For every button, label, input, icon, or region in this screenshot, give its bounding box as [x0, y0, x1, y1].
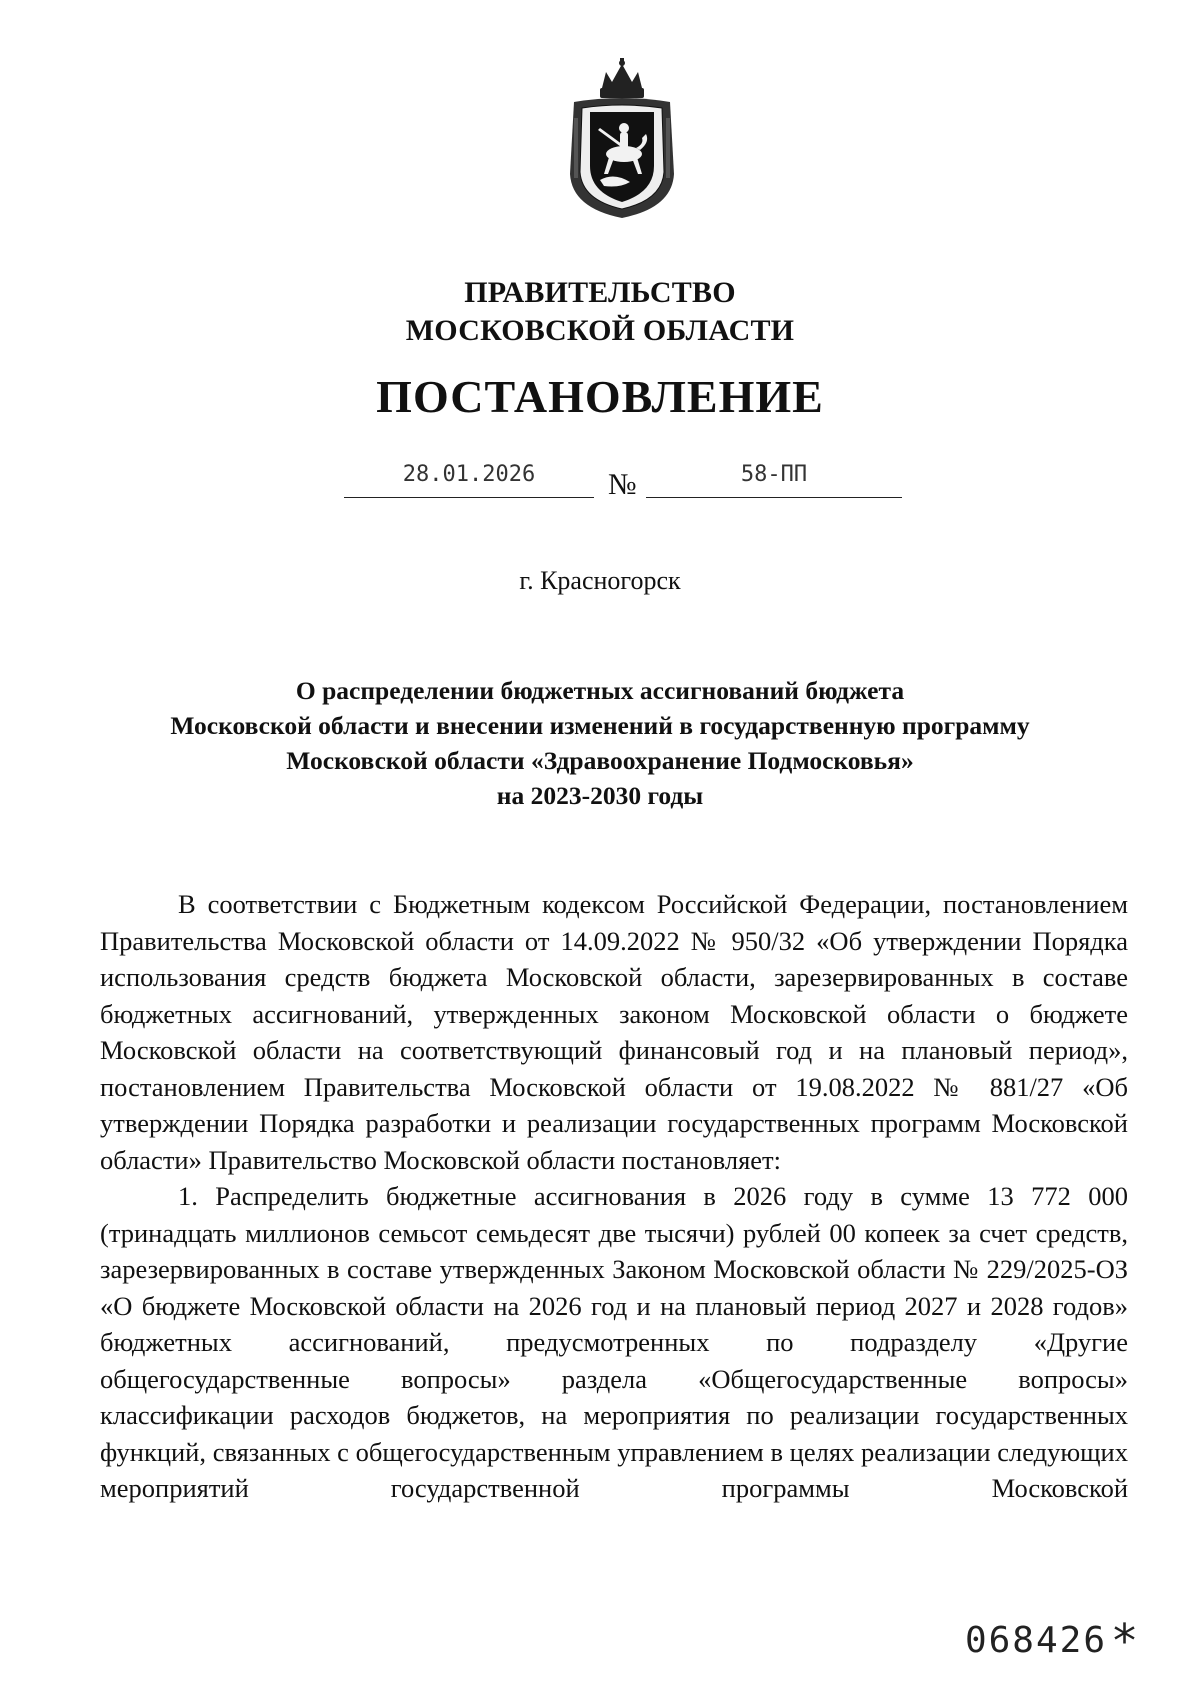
asterisk-icon: * — [1113, 1613, 1138, 1668]
city: г. Красногорск — [519, 566, 681, 595]
document-number: 58-ПП — [740, 462, 808, 487]
org-line-2: МОСКОВСКОЙ ОБЛАСТИ — [405, 314, 795, 347]
coat-of-arms-icon — [560, 58, 684, 220]
title-line-3: Московской области «Здравоохранение Подмосковья» — [286, 746, 914, 775]
date-underline — [344, 497, 594, 498]
number-underline — [646, 497, 902, 498]
title-line-2: Московской области и внесении изменений в государственную программу — [170, 711, 1030, 740]
number-sign: № — [608, 468, 637, 501]
document-date: 28.01.2026 — [402, 462, 536, 487]
document-body — [100, 886, 1128, 1507]
clause-1-paragraph: 1. Распределить бюджетные ассигнования в 2026 году в сумме 13 772 000 (тринадцать миллионов семьсот семьдесят две тысячи) рублей 00 копеек за счет средств, зарезервированных в составе утвержденных Законом Московской области № 229/2025-ОЗ «О бюджете Московской области на 2026 год и на плановый период 2027 и 2028 годов» бюджетных ассигнований, предусмотренных по подразделу «Другие общегосударственные вопросы» раздела «Общегосударственные вопросы» классификации расходов бюджетов, на мероприятия по реализации государственных функций, связанных с общегосударственным управлением в целях реализации следующих мероприятий государственной программы Московской — [100, 1181, 1128, 1503]
serial-stamp — [964, 1613, 1138, 1668]
org-line-1: ПРАВИТЕЛЬСТВО — [464, 276, 736, 309]
organization-heading — [0, 274, 1200, 350]
title-line-1: О распределении бюджетных ассигнований бюджета — [295, 676, 905, 705]
registration-line — [0, 462, 1200, 506]
document-type: ПОСТАНОВЛЕНИЕ — [376, 371, 824, 422]
document-title — [100, 673, 1100, 813]
preamble-paragraph: В соответствии с Бюджетным кодексом Российской Федерации, постановлением Правительства Московской области от 14.09.2022 № 950/32 «Об утверждении Порядка использования средств бюджета Московской области, зарезервированных в составе бюджетных ассигнований, утвержденных законом Московской области о бюджете Московской области на соответствующий финансовый год и на плановый период», постановлением Правительства Московской области от 19.08.2022 № 881/27 «Об утверждении Порядка разработки и реализации государственных программ Московской области» Правительство Московской области постановляет: — [100, 889, 1128, 1175]
title-line-4: на 2023-2030 годы — [496, 781, 704, 810]
serial-number: 068426 — [964, 1620, 1107, 1661]
